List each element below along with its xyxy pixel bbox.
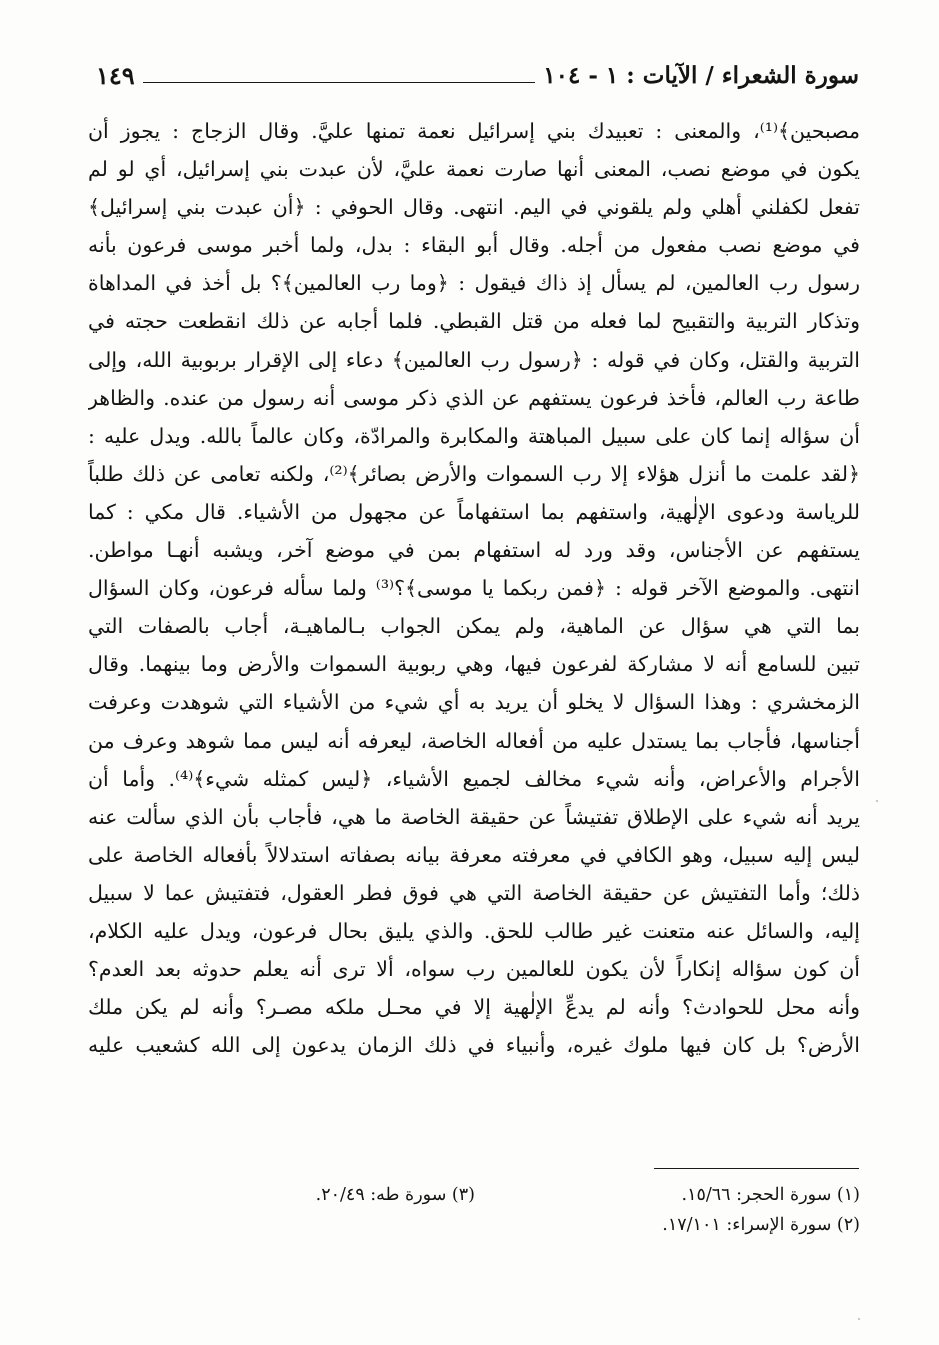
text-line: انتهى. والموضع الآخر قوله : ﴿فمن ربكما يا موسى﴾؟⁽³⁾ ولما سأله فرعون، وكان السؤال — [88, 576, 860, 601]
body-text — [88, 112, 860, 1064]
text-line: ذلك؛ وأما التفتيش عن حقيقة الخاصة التي هي فوق فطر العقول، فتفتيش عما لا سبيل — [88, 880, 860, 905]
text-line: الزمخشري : وهذا السؤال لا يخلو أن يريد به أي شيء من الأشياء التي شوهدت وعرفت — [88, 690, 860, 715]
page-header — [96, 60, 859, 94]
text-line: أن كون سؤاله إنكاراً لأن يكون للعالمين رب سواه، ألا ترى أنه يعلم حدوثه بعد العدم؟ — [88, 957, 860, 982]
text-line: أجناسها، فأجاب بما يستدل عليه من أفعاله الخاصة، ليعرفه أنه ليس مما شوهد وعرف من — [88, 728, 860, 753]
text-line: تفعل لكفلني أهلي ولم يلقوني في اليم. انتهى. وقال الحوفي : ﴿أن عبدت بني إسرائيل﴾ — [88, 195, 860, 220]
scan-speck — [876, 800, 878, 802]
text-line: رسول رب العالمين، لم يسأل إذ ذاك فيقول : ﴿وما رب العالمين﴾؟ بل أخذ في المداهاة — [88, 271, 860, 296]
footnote-1: (١) سورة الحجر: ١٥/٦٦. — [681, 1185, 860, 1205]
footnote-2: (٢) سورة الإسراء: ١٧/١٠١. — [662, 1215, 860, 1235]
text-line: مصبحين﴾⁽¹⁾، والمعنى : تعبيدك بني إسرائيل نعمة تمنها عليَّ. وقال الزجاج : يجوز أن — [88, 119, 860, 143]
page-number: ١٤٩ — [96, 60, 143, 92]
text-line: يستفهم عن الأجناس، وقد ورد له استفهام بمن في موضع آخر، ويشبه أنهـا مواطن. — [88, 538, 860, 563]
text-line: إليه، والسائل عنه متعنت غير طالب للحق. والذي يليق بحال فرعون، ويدل عليه الكلام، — [88, 918, 860, 943]
text-line: للرياسة ودعوى الإلٰهية، واستفهم بما استفهاماً عن مجهول من الأشياء. قال مكي : كما — [88, 499, 860, 524]
text-line: التربية والقتل، وكان في قوله : ﴿رسول رب العالمين﴾ دعاء إلى الإقرار بربوبية الله، وإلى — [88, 347, 860, 372]
text-line: وأنه محل للحوادث؟ وأنه لم يدعِّ الإلٰهية إلا في محـل ملكه مصـر؟ وأنه لم يكن ملك — [88, 995, 860, 1020]
text-line: يكون في موضع نصب، المعنى أنها صارت نعمة عليَّ، لأن عبدت بني إسرائيل، أي لو لم — [88, 157, 860, 182]
text-line: في موضع نصب مفعول من أجله. وقال أبو البقاء : بدل، ولما أخبر موسى فرعون بأنه — [88, 233, 860, 258]
footnotes — [88, 1180, 860, 1240]
scan-speck — [858, 1318, 860, 1320]
text-line: يريد أنه شيء على الإطلاق تفتيشاً عن حقيقة الخاصة ما هي، فأجاب بأن الذي سألت عنه — [88, 804, 860, 829]
text-line: ﴿لقد علمت ما أنزل هؤلاء إلا رب السموات والأرض بصائر﴾⁽²⁾، ولكنه تعامى عن ذلك طلباً — [88, 461, 860, 486]
text-line: وتذكار التربية والتقبيح لما فعله من قتل القبطي. فلما أجابه عن ذلك انقطعت حجته في — [88, 309, 860, 334]
text-line: ليس إليه سبيل، وهو الكافي في معرفته معرفة بيانه بصفاته استدلالاً بأفعاله الخاصة على — [88, 842, 860, 867]
text-line: الأرض؟ بل كان فيها ملوك غيره، وأنبياء في ذلك الزمان يدعون إلى الله كشعيب عليه — [88, 1033, 860, 1058]
footnote-3: (٣) سورة طه: ٢٠/٤٩. — [315, 1185, 475, 1205]
footnote-rule — [654, 1168, 859, 1169]
running-title: سورة الشعراء / الآيات : ١ - ١٠٤ — [535, 60, 859, 92]
text-line: الأجرام والأعراض، وأنه شيء مخالف لجميع الأشياء، ﴿ليس كمثله شيء﴾⁽⁴⁾. وأما أن — [88, 766, 860, 791]
footnote-row — [88, 1180, 860, 1210]
text-line: طاعة رب العالم، فأخذ فرعون يستفهم عن الذي ذكر موسى أنه رسول من عنده. والظاهر — [88, 385, 860, 410]
footnote-row — [88, 1210, 860, 1240]
text-line: تبين للسامع أنه لا مشاركة لفرعون فيها، وهي ربوبية السموات والأرض وما بينهما. وقال — [88, 652, 860, 677]
text-line: بما التي هي سؤال عن الماهية، ولم يمكن الجواب بـالماهيـة، أجاب بالصفات التي — [88, 614, 860, 639]
text-line: أن سؤاله إنما كان على سبيل المباهتة والمكابرة والمرادّة، وكان عالماً بالله. ويدل عليه : — [88, 423, 860, 448]
